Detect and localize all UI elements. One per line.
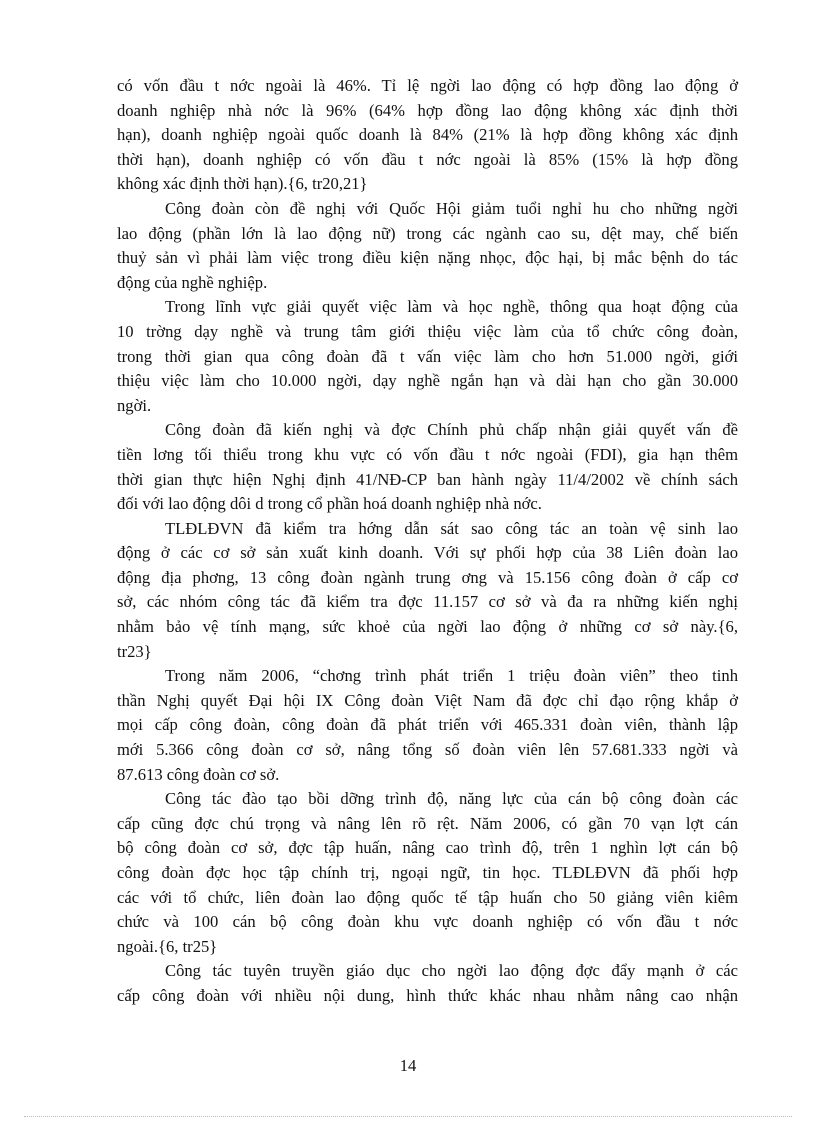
text-line: lao động (phần lớn là lao động nữ) trong các ngành cao su, dệt may, chế biến — [117, 223, 738, 243]
text-line: thời hạn), doanh nghiệp có vốn đầu t nớc ngoài là 85% (15% là hợp đồng — [117, 149, 738, 169]
text-line: Trong năm 2006, “chơng trình phát triển 1 triệu đoàn viên” theo tinh — [165, 666, 738, 686]
text-line: Trong lĩnh vực giải quyết việc làm và học nghề, thông qua hoạt động của — [165, 297, 738, 317]
paragraph-3 — [117, 295, 738, 418]
text-line: Công đoàn đã kiến nghị và đợc Chính phủ chấp nhận giải quyết vấn đề — [165, 420, 738, 440]
text-line: công đoàn đợc học tập chính trị, ngoại ngữ, tin học. TLĐLĐVN đã phối hợp — [117, 863, 738, 882]
text-line: đối với lao động dôi d trong cổ phần hoá doanh nghiệp nhà nớc. — [117, 494, 542, 514]
text-line: có vốn đầu t nớc ngoài là 46%. Tỉ lệ ngời lao động có hợp đồng lao động ở — [117, 76, 738, 95]
text-line: chức và 100 cán bộ công đoàn khu vực doanh nghiệp có vốn đầu t nớc — [117, 912, 738, 932]
page-bottom-rule — [24, 1116, 792, 1117]
text-line: Công tác tuyên truyền giáo dục cho ngời lao động đợc đẩy mạnh ở các — [165, 961, 738, 981]
text-line: thuỷ sản vì phải làm việc trong điều kiện nặng nhọc, độc hại, bị mắc bệnh do tác — [117, 248, 738, 268]
text-line: thời gian thực hiện Nghị định 41/NĐ-CP ban hành ngày 11/4/2002 về chính sách — [117, 469, 738, 489]
text-line: tiền lơng tối thiểu trong khu vực có vốn đầu t nớc ngoài (FDI), gia hạn thêm — [117, 444, 738, 464]
text-line: cấp công đoàn với nhiều nội dung, hình thức khác nhau nhằm nâng cao nhận — [117, 985, 738, 1005]
text-line: động ở các cơ sở sản xuất kinh doanh. Với sự phối hợp của 38 Liên đoàn lao — [117, 543, 738, 563]
text-line: ngời. — [117, 395, 152, 415]
text-line: sở, các nhóm công tác đã kiểm tra đợc 11.157 cơ sở và đa ra những kiến nghị — [117, 592, 738, 612]
text-line: trong thời gian qua công đoàn đã t vấn việc làm cho hơn 51.000 ngời, giới — [117, 346, 738, 366]
paragraph-8 — [117, 959, 738, 1008]
text-line: 10 trờng dạy nghề và trung tâm giới thiệu việc làm của tổ chức công đoàn, — [117, 321, 738, 341]
text-line: Công tác đào tạo bồi dỡng trình độ, năng lực của cán bộ công đoàn các — [165, 789, 738, 809]
text-line: thần Nghị quyết Đại hội IX Công đoàn Việt Nam đã đợc chỉ đạo rộng khắp ở — [117, 690, 738, 710]
text-line: bộ công đoàn cơ sở, đợc tập huấn, nâng cao trình độ, trên 1 nghìn lợt cán bộ — [117, 838, 738, 858]
text-line: TLĐLĐVN đã kiểm tra hớng dẫn sát sao công tác an toàn vệ sinh lao — [165, 518, 738, 538]
text-line: cấp cũng đợc chú trọng và nâng lên rõ rệt. Năm 2006, có gần 70 vạn lợt cán — [117, 813, 738, 833]
paragraph-5 — [117, 517, 738, 665]
page-number: 14 — [399, 1056, 417, 1075]
text-line: tr23} — [117, 641, 152, 661]
text-line: động địa phơng, 13 công đoàn ngành trung ơng và 15.156 công đoàn ở cấp cơ — [117, 567, 738, 587]
text-line: Công đoàn còn đề nghị với Quốc Hội giảm tuổi nghỉ hu cho những ngời — [165, 198, 738, 218]
paragraph-6 — [117, 664, 738, 787]
text-line: mới 5.366 công đoàn cơ sở, nâng tổng số đoàn viên lên 57.681.333 ngời và — [117, 740, 738, 760]
text-line: nhằm bảo vệ tính mạng, sức khoẻ của ngời lao động ở những cơ sở này.{6, — [117, 617, 738, 637]
paragraph-2 — [117, 197, 738, 295]
body-text — [117, 74, 738, 1009]
paragraph-4 — [117, 418, 738, 516]
text-line: 87.613 công đoàn cơ sở. — [117, 764, 280, 784]
paragraph-7 — [117, 787, 738, 959]
text-line: ngoài.{6, tr25} — [117, 936, 218, 956]
paragraph-1 — [117, 74, 738, 197]
text-line: các với tổ chức, liên đoàn lao động quốc tế tập huấn cho 50 giảng viên kiêm — [117, 887, 738, 907]
text-line: hạn), doanh nghiệp ngoài quốc doanh là 84% (21% là hợp đồng không xác định — [117, 125, 738, 145]
text-line: không xác định thời hạn).{6, tr20,21} — [117, 174, 368, 194]
text-line: thiệu việc làm cho 10.000 ngời, dạy nghề ngắn hạn và dài hạn cho gần 30.000 — [117, 371, 738, 391]
text-line: mọi cấp công đoàn, công đoàn đã phát triển với 465.331 đoàn viên, thành lập — [117, 715, 738, 735]
text-line: doanh nghiệp nhà nớc là 96% (64% hợp đồng lao động không xác định thời — [117, 100, 738, 120]
text-line: động của nghề nghiệp. — [117, 272, 268, 292]
